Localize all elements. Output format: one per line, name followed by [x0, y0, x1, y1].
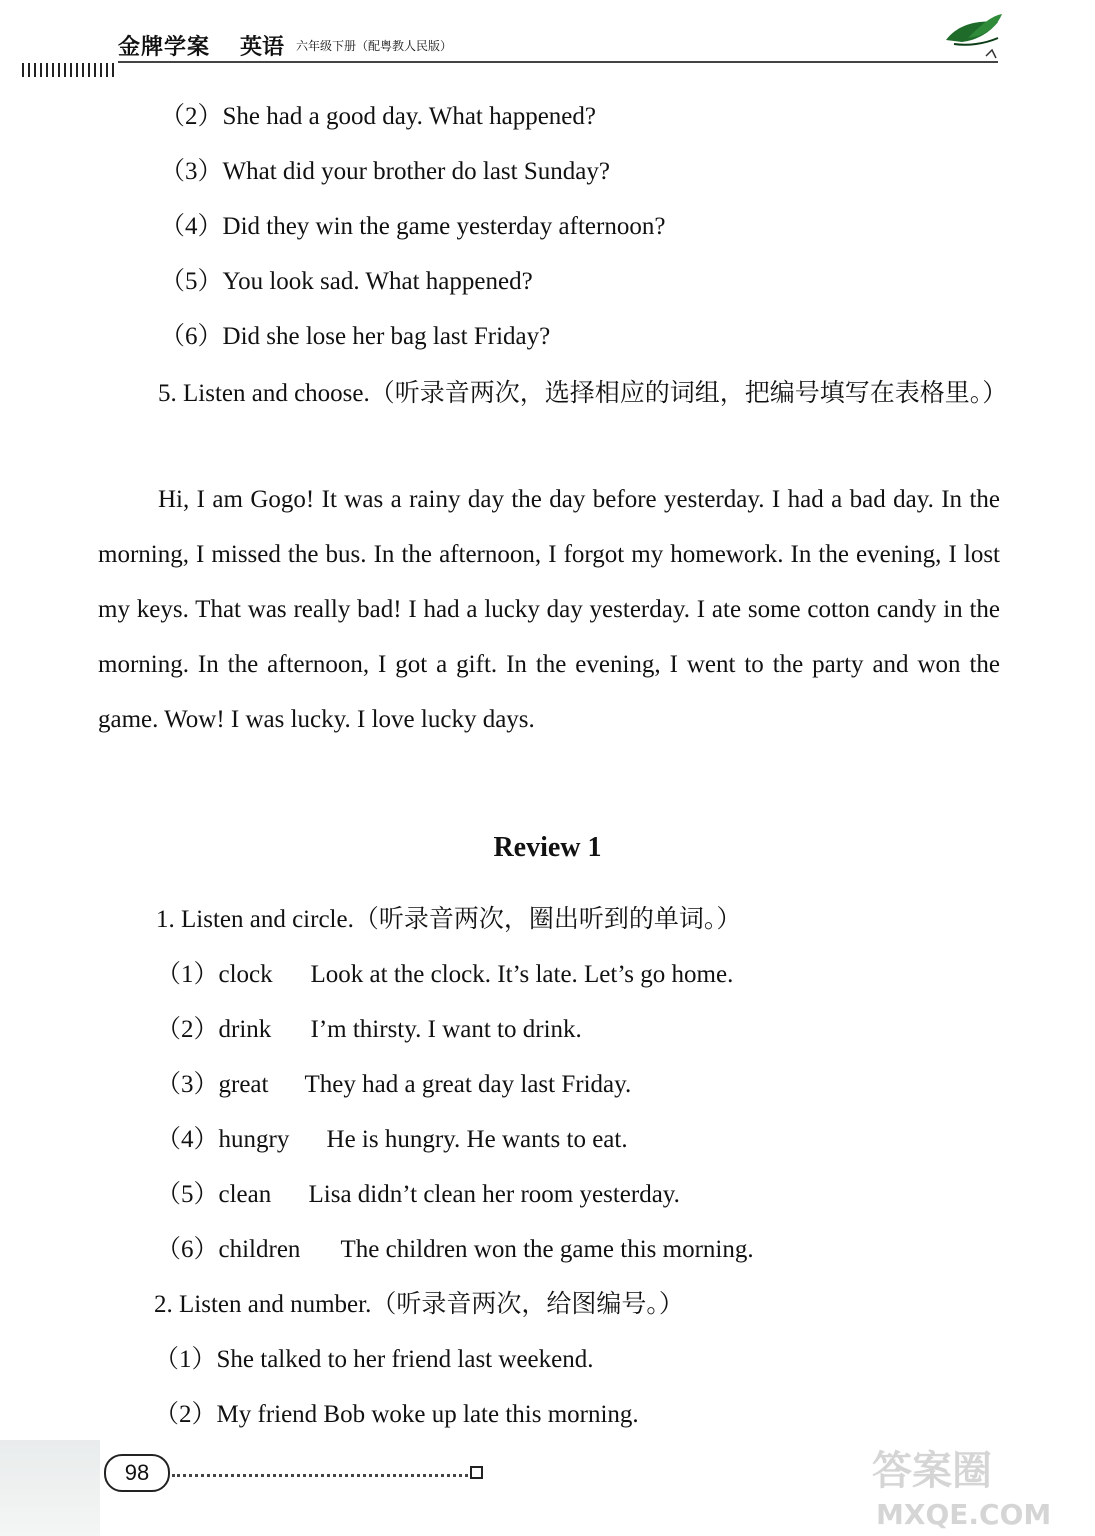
question-text: Did she lose her bag last Friday?: [222, 323, 551, 350]
page-header: [0, 0, 1039, 80]
watermark-text-bottom: MXQE.COM: [876, 1498, 1052, 1531]
item-word: children: [218, 1236, 301, 1263]
header-subject: 英语: [240, 34, 285, 59]
item-word: drink: [218, 1016, 272, 1043]
item-text: My friend Bob woke up late this morning.: [216, 1401, 639, 1428]
review-ex1-item-3: [156, 1070, 631, 1100]
page-number: 98: [104, 1454, 170, 1492]
exercise-5-passage: Hi, I am Gogo! It was a rainy day the day before yesterday. I had a bad day. In the morning, I missed the bus. In the afternoon, I forgot my homework. In the evening, I lost my keys. That was really bad! I had a lucky day yesterday. I ate some cotton candy in the morning. In the afternoon, I got a gift. In the evening, I went to the party and won the game. Wow! I was lucky. I love lucky days.: [98, 486, 1000, 733]
item-text: She talked to her friend last weekend.: [216, 1346, 594, 1373]
item-word: clock: [218, 961, 273, 988]
header-edition: 六年级下册（配粤教人民版）: [296, 39, 453, 53]
header-rule: [118, 61, 998, 63]
header-book-title: 金牌学案: [118, 34, 211, 59]
item-sentence: He is hungry. He wants to eat.: [326, 1126, 628, 1153]
question-text: You look sad. What happened?: [222, 268, 533, 295]
item-number: （3）: [156, 1071, 219, 1098]
corner-shade: [0, 1440, 100, 1536]
header-barcode-stripes: [22, 63, 114, 77]
item-number: （6）: [156, 1236, 219, 1263]
question-number: （2）: [160, 103, 223, 130]
question-3: [160, 157, 610, 187]
item-number: （5）: [156, 1181, 219, 1208]
question-4: [160, 212, 665, 242]
question-text: She had a good day. What happened?: [222, 103, 597, 130]
question-6: [160, 322, 550, 352]
question-2: [160, 102, 596, 132]
question-number: （3）: [160, 158, 223, 185]
question-5: [160, 267, 533, 297]
question-number: （4）: [160, 213, 223, 240]
item-word: clean: [218, 1181, 272, 1208]
watermark-logo: [868, 1440, 1052, 1532]
question-number: （6）: [160, 323, 223, 350]
review-ex1-item-6: [156, 1235, 754, 1265]
review-ex2-item-2: [154, 1400, 639, 1430]
question-number: （5）: [160, 268, 223, 295]
item-sentence: Look at the clock. It’s late. Let’s go home.: [310, 961, 734, 988]
question-text: Did they win the game yesterday afternoon?: [222, 213, 666, 240]
review-ex1-item-1: [156, 960, 733, 990]
exercise-5-title: 5. Listen and choose.（听录音两次，选择相应的词组，把编号填写在表格里。）: [158, 380, 1008, 407]
review-ex1-item-5: [156, 1180, 680, 1210]
item-sentence: The children won the game this morning.: [340, 1236, 754, 1263]
item-word: hungry: [218, 1126, 290, 1153]
item-word: great: [218, 1071, 269, 1098]
item-sentence: Lisa didn’t clean her room yesterday.: [308, 1181, 680, 1208]
item-number: （1）: [156, 961, 219, 988]
leaf-logo-icon: [938, 10, 1008, 66]
review-ex2-item-1: [154, 1345, 593, 1375]
footer-square-icon: [470, 1466, 483, 1479]
item-number: （1）: [154, 1346, 217, 1373]
item-number: （4）: [156, 1126, 219, 1153]
question-text: What did your brother do last Sunday?: [222, 158, 610, 185]
review-heading: Review 1: [493, 832, 602, 863]
review-ex1-title: 1. Listen and circle.（听录音两次，圈出听到的单词。）: [156, 906, 742, 933]
footer-dotted-rule: [172, 1474, 468, 1477]
review-ex1-item-4: [156, 1125, 628, 1155]
watermark-text-top: 答案圈: [872, 1448, 992, 1494]
item-number: （2）: [156, 1016, 219, 1043]
item-number: （2）: [154, 1401, 217, 1428]
review-ex2-title: 2. Listen and number.（听录音两次，给图编号。）: [154, 1291, 684, 1318]
item-sentence: I’m thirsty. I want to drink.: [310, 1016, 582, 1043]
item-sentence: They had a great day last Friday.: [304, 1071, 632, 1098]
review-ex1-item-2: [156, 1015, 582, 1045]
